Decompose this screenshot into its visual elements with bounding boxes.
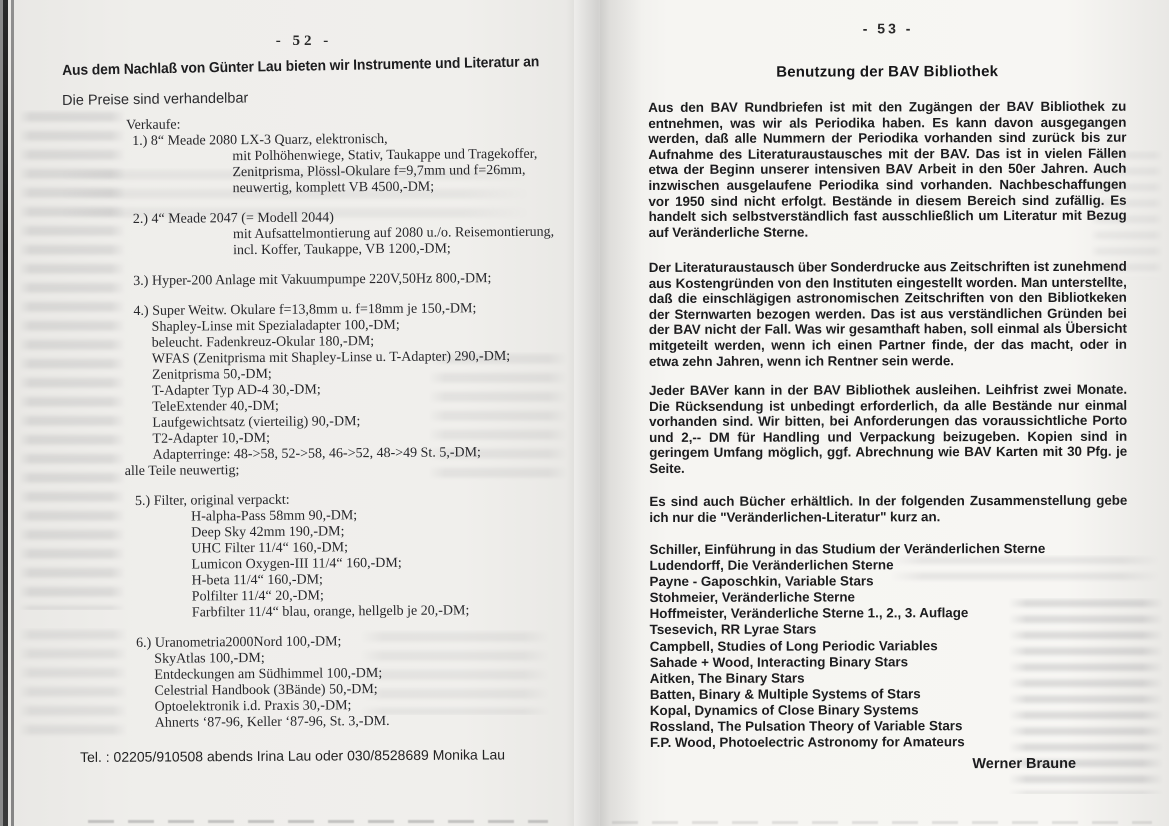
- sale-line: Farbfilter 11/4“ blau, orange, hellgelb je 20,-DM;: [191, 603, 470, 621]
- author-signature: Werner Braune: [972, 755, 1077, 773]
- paragraph-books-available: Es sind auch Bücher erhältlich. In der folgenden Zusammenstellung gebe ich nur die "Veränderlichen-Literatur" kurz an.: [649, 492, 1128, 525]
- sale-line: T-Adapter Typ AD-4 30,-DM;: [152, 382, 321, 399]
- book-list-item: Aitken, The Binary Stars: [649, 670, 805, 686]
- book-list-item: Sahade + Wood, Interacting Binary Stars: [649, 653, 909, 670]
- sale-line: 5.) Filter, original verpackt:: [134, 492, 290, 509]
- sale-line: neuwertig, komplett VB 4500,-DM;: [232, 179, 435, 197]
- book-list-item: Campbell, Studies of Long Periodic Variables: [649, 637, 938, 654]
- book-list-item: Payne - Gaposchkin, Variable Stars: [649, 573, 874, 590]
- sale-line: WFAS (Zenitprisma mit Shapley-Linse u. T-Adapter) 290,-DM;: [151, 348, 511, 367]
- paragraph-library-holdings: Aus den BAV Rundbriefen ist mit den Zugängen der BAV Bibliothek zu entnehmen, was wir als Periodika haben. Es kann davon ausgegangen werden, daß alle Nummern der Periodika vorhanden sind zurück bis zur Aufnahme des Literaturaustausches mit der BAV. Das ist in vielen Fällen etwa der Beginn unserer intensiven BAV Arbeit in den 50er Jahren. Auch inzwischen ausgelaufene Periodika sind vorhanden. Nachbeschaffungen vor 1950 sind nicht erfolgt. Bestände in diesem Bereich sind zufällig. Es handelt sich selbstverständlich fast ausschließlich um Literatur mit Bezug auf Veränderliche Sterne.: [648, 98, 1127, 240]
- sale-line: 1.) 8“ Meade 2080 LX-3 Quarz, elektronisch,: [132, 131, 388, 149]
- sale-line: UHC Filter 11/4“ 160,-DM;: [191, 540, 349, 557]
- page-number: - 52 -: [275, 33, 333, 49]
- sale-line: 2.) 4“ Meade 2047 (= Modell 2044): [132, 210, 334, 227]
- sale-item-6: [130, 633, 571, 732]
- sale-line: Entdeckungen am Südhimmel 100,-DM;: [154, 666, 383, 683]
- sale-line: incl. Koffer, Taukappe, VB 1200,-DM;: [232, 241, 451, 259]
- book-list-item: F.P. Wood, Photoelectric Astronomy for Amateurs: [649, 734, 965, 751]
- book-list-item: Schiller, Einführung in das Studium der Veränderlichen Sterne: [649, 540, 1046, 557]
- sale-line: T2-Adapter 10,-DM;: [152, 430, 271, 447]
- sale-line: mit Polhöhenwiege, Stativ, Taukappe und Tragekoffer,: [232, 146, 538, 165]
- sale-line: Optoelektronik i.d. Praxis 30,-DM;: [154, 698, 352, 715]
- sale-line: 4.) Super Weitw. Okulare f=13,8mm u. f=18mm je 150,-DM;: [133, 301, 477, 319]
- sale-line: TeleExtender 40,-DM;: [152, 398, 279, 415]
- sale-line: Zenitprisma 50,-DM;: [151, 366, 272, 383]
- estate-offer-heading: Aus dem Nachlaß von Günter Lau bieten wir Instrumente und Literatur an: [62, 54, 540, 79]
- book-list-item: Rossland, The Pulsation Theory of Variable Stars: [649, 718, 963, 735]
- sale-line: SkyAtlas 100,-DM;: [154, 650, 265, 667]
- sale-line: mit Aufsattelmontierung auf 2080 u./o. Reisemontierung,: [232, 224, 555, 243]
- sale-line: Zenitprisma, Plössl-Okulare f=9,7mm und f=26mm,: [232, 162, 526, 181]
- book-list: [649, 541, 1128, 751]
- article-title: Benutzung der BAV Bibliothek: [776, 63, 999, 81]
- sale-item-4: [124, 301, 568, 480]
- prices-negotiable-note: Die Preise sind verhandelbar: [62, 90, 249, 109]
- sale-line: 3.) Hyper-200 Anlage mit Vakuumpumpe 220V,50Hz 800,-DM;: [133, 271, 492, 289]
- sale-line: Ahnerts ‘87-96, Keller ‘87-96, St. 3,-DM.: [154, 713, 390, 731]
- sale-line: beleucht. Fadenkreuz-Okular 180,-DM;: [151, 334, 375, 351]
- book-list-item: Ludendorff, Die Veränderlichen Sterne: [649, 557, 894, 574]
- book-list-item: Batten, Binary & Multiple Systems of Stars: [649, 686, 921, 702]
- sale-line: H-alpha-Pass 58mm 90,-DM;: [191, 508, 358, 525]
- contact-phone-line: Tel. : 02205/910508 abends Irina Lau oder 030/8528689 Monika Lau: [80, 746, 506, 765]
- sale-line: Polfilter 11/4“ 20,-DM;: [191, 588, 324, 605]
- sale-line: Adapterringe: 48->58, 52->58, 46->52, 48->49 St. 5,-DM;: [152, 445, 481, 463]
- sale-item-5: [129, 491, 570, 622]
- sale-list: [126, 115, 571, 746]
- page-number: - 53 -: [862, 20, 914, 37]
- paragraph-literature-exchange: Der Literaturaustausch über Sonderdrucke aus Zeitschriften ist zunehmend aus Kostengründen von den Instituten eingestellt worden. Man unterstellte, daß die einschlägigen astronomischen Zeitschriften von den Bibliotkeken der Sternwarten bezogen werden. Das ist aus verständlichen Gründen bei der BAV nicht der Fall. Was wir gesamthaft haben, soll einmal als Übersicht mitgeteilt werden, wenn ich einen Partner finde, der das macht, oder in etwa zehn Jahren, wenn ich Rentner sein werde.: [648, 258, 1127, 369]
- sale-line: Laufgewichtsatz (vierteilig) 90,-DM;: [152, 414, 361, 431]
- sale-line: Celestrial Handbook (3Bände) 50,-DM;: [154, 682, 378, 699]
- page-gutter-shadow: [566, 0, 642, 826]
- sale-line: H-beta 11/4“ 160,-DM;: [191, 572, 323, 589]
- sale-line: 6.) Uranometria2000Nord 100,-DM;: [136, 634, 342, 651]
- sale-item-1: [126, 131, 566, 198]
- sale-list-label: Verkaufe:: [126, 117, 181, 133]
- page-52: [14, 0, 574, 826]
- sale-line: alle Teile neuwertig;: [124, 463, 240, 480]
- sale-line: Deep Sky 42mm 190,-DM;: [191, 524, 345, 541]
- book-list-item: Stohmeier, Veränderliche Sterne: [649, 589, 856, 606]
- sale-line: Lumicon Oxygen-III 11/4“ 160,-DM;: [191, 555, 402, 573]
- paragraph-borrowing-rules: Jeder BAVer kann in der BAV Bibliothek ausleihen. Leihfrist zwei Monate. Die Rücksendung ist unbedingt erforderlich, da alle Bestände nur einmal vorhanden sind. Wir bitten, bei Anforderungen das voraussichtliche Porto und 2,-- DM für Handling und Verpackung beizugeben. Kopien sind in geringem Umfang möglich, ggf. Abrechnung wie BAV Karten mit 30 Pfg. je Seite.: [649, 381, 1128, 476]
- book-list-item: Hoffmeister, Veränderliche Sterne 1., 2., 3. Auflage: [649, 605, 969, 622]
- page-53: [648, 0, 1128, 826]
- sale-item-3: [127, 271, 567, 290]
- book-list-item: Kopal, Dynamics of Close Binary Systems: [649, 702, 919, 718]
- book-list-item: Tsesevich, RR Lyrae Stars: [649, 622, 817, 638]
- sale-line: Shapley-Linse mit Spezialadapter 100,-DM;: [151, 317, 400, 335]
- sale-item-2: [127, 209, 567, 260]
